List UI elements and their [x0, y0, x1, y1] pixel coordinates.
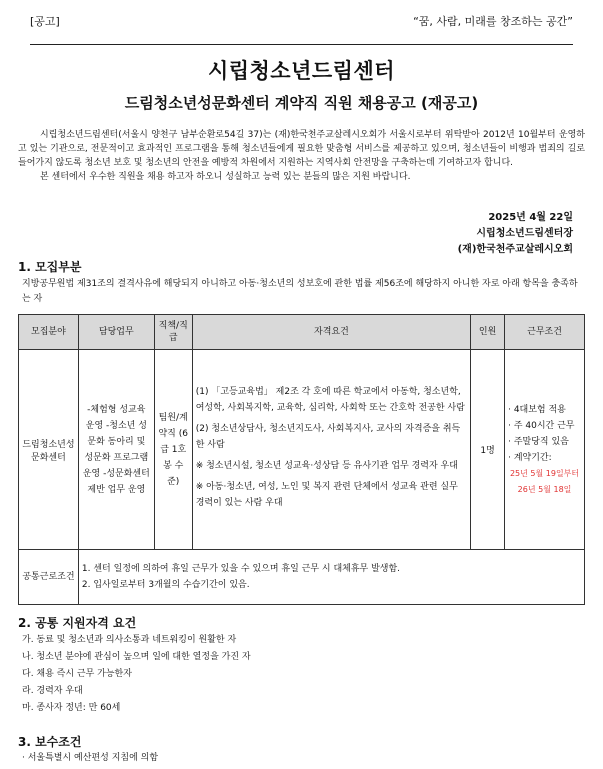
condition-insurance: · 4대보험 적용 — [508, 404, 566, 415]
cell-common-label: 공통근로조건 — [19, 550, 79, 605]
header-count: 인원 — [471, 315, 505, 350]
section-3-list — [22, 750, 158, 767]
cell-conditions — [505, 350, 585, 550]
intro-paragraph-1: 시립청소년드림센터(서울시 양천구 남부순환로54길 37)는 (재)한국천주교살레시오회가 서울시로부터 위탁받아 2012년 10월부터 운영하고 있는 기관으로, 전문적이고 효과적인 프로그램을 통해 청소년들에게 필요한 맞춤형 서비스를 제공하고 있으며, 청소년들이 비행과 범죄의 길로 들어가지 않도록 청소년 보호 및 청소년의 안전을 예방적 차원에서 지원하는 지역사회 안전망을 구축하는데 기여하고자 합니다. — [18, 130, 585, 168]
intro-text — [18, 128, 585, 184]
table-row-common — [19, 550, 585, 605]
cell-field: 드림청소년성문화센터 — [19, 350, 79, 550]
section-2-list — [22, 632, 251, 717]
notice-tag: [공고] — [30, 15, 60, 28]
header-duty: 담당업무 — [78, 315, 154, 350]
condition-period-end: 26년 5월 18일 — [517, 484, 572, 494]
table-header-row — [19, 315, 585, 350]
requirement-2: (2) 청소년상담사, 청소년지도사, 사회복지사, 교사의 자격증을 취득한 사람 — [195, 423, 461, 450]
section-1-heading: 1. 모집부분 — [18, 260, 82, 274]
list-item: 다. 채용 즉시 근무 가능한자 — [22, 669, 132, 679]
header-field: 모집분야 — [19, 315, 79, 350]
condition-period-label: · 계약기간: — [508, 452, 552, 463]
cell-requirements — [192, 350, 470, 550]
list-item: 라. 경력자 우대 — [22, 686, 83, 696]
cell-count: 1명 — [471, 350, 505, 550]
list-item: 마. 종사자 정년: 만 60세 — [22, 703, 121, 713]
condition-hours: · 주 40시간 근무 — [508, 420, 575, 431]
header-conditions: 근무조건 — [505, 315, 585, 350]
condition-period-start: 25년 5월 19일부터 — [509, 468, 580, 478]
section-3-heading: 3. 보수조건 — [18, 735, 82, 749]
list-item: 나. 청소년 분야에 관심이 높으며 일에 대한 열정을 가진 자 — [22, 652, 251, 662]
page-subtitle: 드림청소년성문화센터 계약직 직원 채용공고 (재공고) — [124, 94, 479, 112]
page-title: 시립청소년드림센터 — [207, 59, 396, 83]
requirement-1: (1) 「고등교육법」 제2조 각 호에 따른 학교에서 아동학, 청소년학, 여성학, 사회복지학, 교육학, 심리학, 사회학 또는 간호학 전공한 사람 — [195, 386, 465, 413]
common-item-1: 1. 센터 일정에 의하여 휴일 근무가 있을 수 있으며 휴일 근무 시 대체휴무 발생함. — [81, 564, 401, 574]
organization-name: (재)한국천주교살레시오회 — [457, 244, 573, 255]
condition-weekend: · 주말당직 있음 — [508, 436, 569, 447]
recruitment-table — [18, 314, 585, 605]
header-requirements: 자격요건 — [192, 315, 470, 350]
requirement-note-1: ※ 청소년시설, 청소년 성교육·성상담 등 유사기관 업무 경력자 우대 — [195, 460, 458, 471]
section-2-heading: 2. 공통 지원자격 요건 — [18, 616, 137, 630]
cell-common-items — [78, 550, 584, 605]
director-name: 시립청소년드림센터장 — [476, 228, 573, 239]
cell-rank: 팀원/계약직 (6급 1호봉 수준) — [154, 350, 192, 550]
common-item-2: 2. 입사일로부터 3개월의 수습기간이 있음. — [81, 580, 250, 590]
list-item: 가. 동료 및 청소년과 의사소통과 네트워킹이 원활한 자 — [22, 635, 237, 645]
intro-paragraph-2: 본 센터에서 우수한 직원을 채용 하고자 하오니 성실하고 능력 있는 분들의 많은 지원 바랍니다. — [40, 172, 411, 182]
slogan: “꿈, 사람, 미래를 창조하는 공간” — [413, 15, 573, 28]
list-item: · 서울특별시 예산편성 지침에 의함 — [22, 753, 159, 763]
table-row — [19, 350, 585, 550]
requirement-note-2: ※ 아동·청소년, 여성, 노인 및 복지 관련 단체에서 성교육 관련 실무 경력이 있는 사람 우대 — [195, 481, 458, 508]
signature-block — [458, 210, 573, 258]
cell-duty: -체험형 성교육 운영 -청소년 성문화 동아리 및 성문화 프로그램 운영 -성문화센터 제반 업무 운영 — [78, 350, 154, 550]
section-1-description: 지방공무원법 제31조의 결격사유에 해당되지 아니하고 아동·청소년의 성보호에 관한 법률 제56조에 해당하지 아니한 자로 아래 항목을 충족하는 자 — [22, 279, 578, 304]
header-divider — [30, 44, 573, 45]
announcement-date: 2025년 4월 22일 — [488, 212, 573, 223]
header-rank: 직책/직급 — [154, 315, 192, 350]
